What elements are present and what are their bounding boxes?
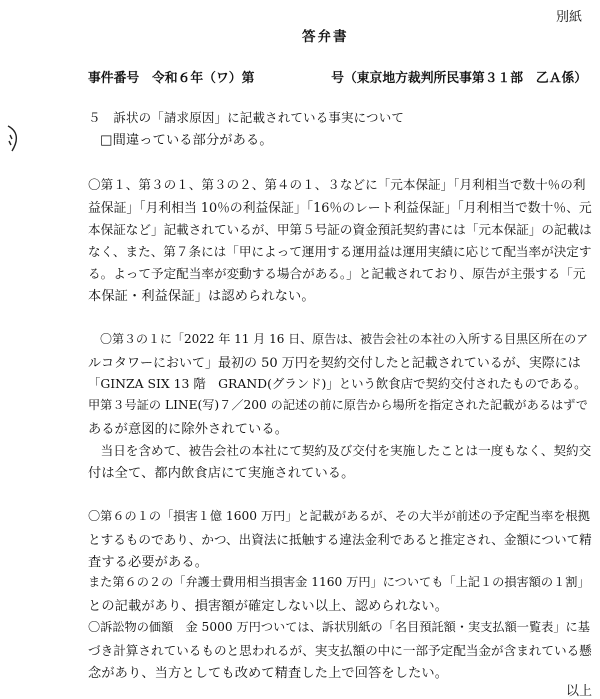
paragraph-line: る。よって予定配当率が変動する場合がある。」と記載されており、原告が主張する「元 [88, 266, 586, 281]
paragraph-line: 〇訴訟物の価額 金 5000 万円ついては、訴状別紙の「名目預託額・実支払額一覧表」に基 [88, 620, 590, 634]
paragraph-line: 〇第６の１の「損害１億 1600 万円」と記載があるが、その大半が前述の予定配当率を根拠 [88, 509, 590, 523]
paragraph-line: 本保証・利益保証」は認められない。 [88, 289, 315, 304]
paragraph-line: 当日を含めて、被告会社の本社にて契約及び交付を実施したことは一度もなく、契約交 [88, 443, 592, 458]
paragraph-line: 「GINZA SIX 13 階 GRAND(グランド)」という飲食店で契約交付されたものである。 [88, 376, 587, 391]
closing-mark: 以上 [566, 684, 593, 699]
section-heading: ５ 訴状の「請求原因」に記載されている事実について [88, 110, 405, 125]
paragraph-line: 査する必要がある。 [88, 555, 209, 570]
case-number-line: 事件番号 令和６年（ワ）第 号（東京地方裁判所民事第３１部 乙Ａ係） [88, 71, 588, 86]
paragraph-line: 本保証など」記載されているが、甲第５号証の資金預託契約書には「元本保証」の記載は [88, 222, 592, 237]
paragraph-line: 〇第３の１に「2022 年 11 月 16 日、原告は、被告会社の本社の入所する目黒区所在のア [100, 332, 589, 346]
paragraph-line: ルコタワーにおいて」最初の 50 万円を契約交付したと記載されているが、実際には [88, 356, 581, 371]
paragraph-line: とするものであり、かつ、出資法に抵触する違法金利であると推定され、金額について精 [88, 532, 592, 547]
paragraph-line: との記載があり、損害額が確定しない以上、認められない。 [88, 599, 449, 614]
paragraph-line: 付は全て、都内飲食店にて実施されている。 [88, 466, 355, 481]
document-title: 答弁書 [302, 29, 349, 45]
paragraph-line: 益保証」「月利相当 10％の利益保証」「16％のレート利益保証」「月利相当で数十％、元 [88, 201, 592, 216]
handwritten-mark-icon [2, 124, 28, 154]
paragraph-line: また第６の２の「弁護士費用相当損害金 1160 万円」についても「上記１の損害額の１割」 [88, 575, 590, 589]
paragraph-line: 甲第３号証の LINE(写)７／200 の記述の前に原告から場所を指定された記載があるはずで [88, 398, 588, 412]
paragraph-line: 念があり、当方としても改めて精査した上で回答をしたい。 [88, 666, 449, 681]
paragraph-line: づき計算されているものと思われるが、実支払額の中に一部予定配当金が含まれている懸 [88, 643, 592, 658]
paragraph-line: なく、また、第７条には「甲によって運用する運用益は運用実績に応じて配当率が決定す [88, 244, 592, 259]
checkbox-line: □間違っている部分がある。 [100, 133, 273, 148]
attachment-label: 別紙 [556, 10, 583, 25]
paragraph-line: あるが意図的に除外されている。 [88, 422, 289, 437]
paragraph-line: 〇第１、第３の１、第３の２、第４の１、３などに「元本保証」「月利相当で数十％の利 [88, 177, 586, 192]
